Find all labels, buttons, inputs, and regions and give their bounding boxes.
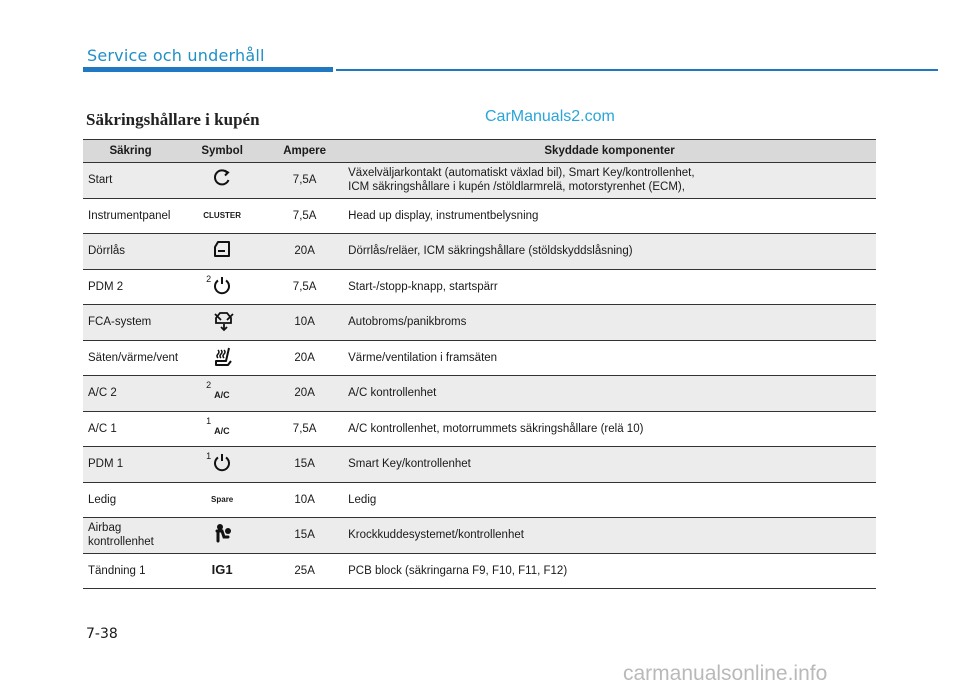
ac-label: A/C <box>214 425 230 436</box>
components-line: Växelväljarkontakt (automatiskt växlad bil), Smart Key/kontrollenhet, <box>348 167 695 180</box>
components-cell <box>343 234 876 270</box>
table-row <box>83 411 876 447</box>
fuse-name-line: kontrollenhet <box>88 536 154 549</box>
components-cell <box>343 163 876 199</box>
door-lock-icon <box>202 236 242 262</box>
ig1-symbol-text: IG1 <box>211 562 233 578</box>
fca-icon <box>202 307 242 333</box>
components-line: A/C kontrollenhet <box>348 387 437 400</box>
fuse-name: Ledig <box>83 482 178 518</box>
components-line: Autobroms/panikbroms <box>348 316 467 329</box>
fuse-name: Säten/värme/vent <box>83 340 178 376</box>
ac-symbol <box>202 414 242 440</box>
page-number: 7-38 <box>86 626 118 642</box>
pdm-index: 2 <box>206 273 212 284</box>
fuse-name: Start <box>83 163 178 199</box>
fuse-name: A/C 1 <box>83 411 178 447</box>
chapter-title: Service och underhåll <box>87 46 265 65</box>
components-line: Head up display, instrumentbelysning <box>348 209 539 222</box>
ampere-value: 15A <box>266 518 343 554</box>
table-row <box>83 305 876 341</box>
airbag-icon <box>202 520 242 546</box>
column-header-fuse: Säkring <box>83 140 178 163</box>
fuse-name: Tändning 1 <box>83 553 178 589</box>
ampere-value: 20A <box>266 340 343 376</box>
components-line: Ledig <box>348 493 377 506</box>
components-cell <box>343 340 876 376</box>
components-cell <box>343 447 876 483</box>
components-cell <box>343 198 876 234</box>
ampere-value: 25A <box>266 553 343 589</box>
fuse-name: Dörrlås <box>83 234 178 270</box>
components-line: PCB block (säkringarna F9, F10, F11, F12) <box>348 564 568 577</box>
table-row <box>83 198 876 234</box>
components-cell <box>343 305 876 341</box>
ac-symbol <box>202 378 242 404</box>
ampere-value: 7,5A <box>266 411 343 447</box>
components-cell <box>343 482 876 518</box>
header-rule-thin <box>336 69 938 71</box>
ampere-value: 7,5A <box>266 163 343 199</box>
components-line: Start-/stopp-knapp, startspärr <box>348 280 498 293</box>
watermark-top: CarManuals2.com <box>485 108 615 125</box>
components-cell <box>343 269 876 305</box>
ampere-value: 15A <box>266 447 343 483</box>
fuse-name-line: Airbag <box>88 522 122 535</box>
column-header-components: Skyddade komponenter <box>343 140 876 163</box>
pdm-icon <box>202 272 242 298</box>
ac-index: 2 <box>206 380 212 391</box>
table-row <box>83 163 876 199</box>
components-cell <box>343 518 876 554</box>
pdm-icon <box>202 449 242 475</box>
table-row <box>83 553 876 589</box>
fuse-name: PDM 1 <box>83 447 178 483</box>
ac-label: A/C <box>214 390 230 401</box>
table-row <box>83 518 876 554</box>
fuse-name: Instrumentpanel <box>83 198 178 234</box>
table-row <box>83 340 876 376</box>
pdm-index: 1 <box>206 451 212 462</box>
components-line: ICM säkringshållare i kupén /stöldlarmrelä, motorstyrenhet (ECM), <box>348 181 685 194</box>
table-row <box>83 269 876 305</box>
table-row <box>83 447 876 483</box>
components-line: Dörrlås/reläer, ICM säkringshållare (stöldskyddslåsning) <box>348 245 633 258</box>
watermark-bottom: carmanualsonline.info <box>623 662 828 685</box>
seat-heater-icon <box>202 343 242 369</box>
cluster-symbol-text: CLUSTER <box>203 211 242 221</box>
components-line: A/C kontrollenhet, motorrummets säkringshållare (relä 10) <box>348 422 644 435</box>
ampere-value: 7,5A <box>266 269 343 305</box>
fuse-name <box>83 518 178 554</box>
header-rule-thick <box>83 67 333 72</box>
column-header-ampere: Ampere <box>266 140 343 163</box>
fuse-name: A/C 2 <box>83 376 178 412</box>
section-title: Säkringshållare i kupén <box>86 110 260 129</box>
components-cell <box>343 553 876 589</box>
components-line: Värme/ventilation i framsäten <box>348 351 498 364</box>
ampere-value: 7,5A <box>266 198 343 234</box>
components-line: Smart Key/kontrollenhet <box>348 458 471 471</box>
spare-symbol-text: Spare <box>211 495 234 505</box>
table-row <box>83 482 876 518</box>
fuse-name: FCA-system <box>83 305 178 341</box>
ampere-value: 10A <box>266 482 343 518</box>
components-cell <box>343 411 876 447</box>
components-cell <box>343 376 876 412</box>
fuse-table <box>83 139 876 589</box>
ampere-value: 20A <box>266 376 343 412</box>
fuse-name: PDM 2 <box>83 269 178 305</box>
column-header-symbol: Symbol <box>178 140 266 163</box>
ampere-value: 20A <box>266 234 343 270</box>
table-header-row <box>83 140 876 163</box>
start-icon <box>202 165 242 191</box>
table-row <box>83 376 876 412</box>
components-line: Krockkuddesystemet/kontrollenhet <box>348 529 524 542</box>
table-row <box>83 234 876 270</box>
ac-index: 1 <box>206 415 212 426</box>
ampere-value: 10A <box>266 305 343 341</box>
